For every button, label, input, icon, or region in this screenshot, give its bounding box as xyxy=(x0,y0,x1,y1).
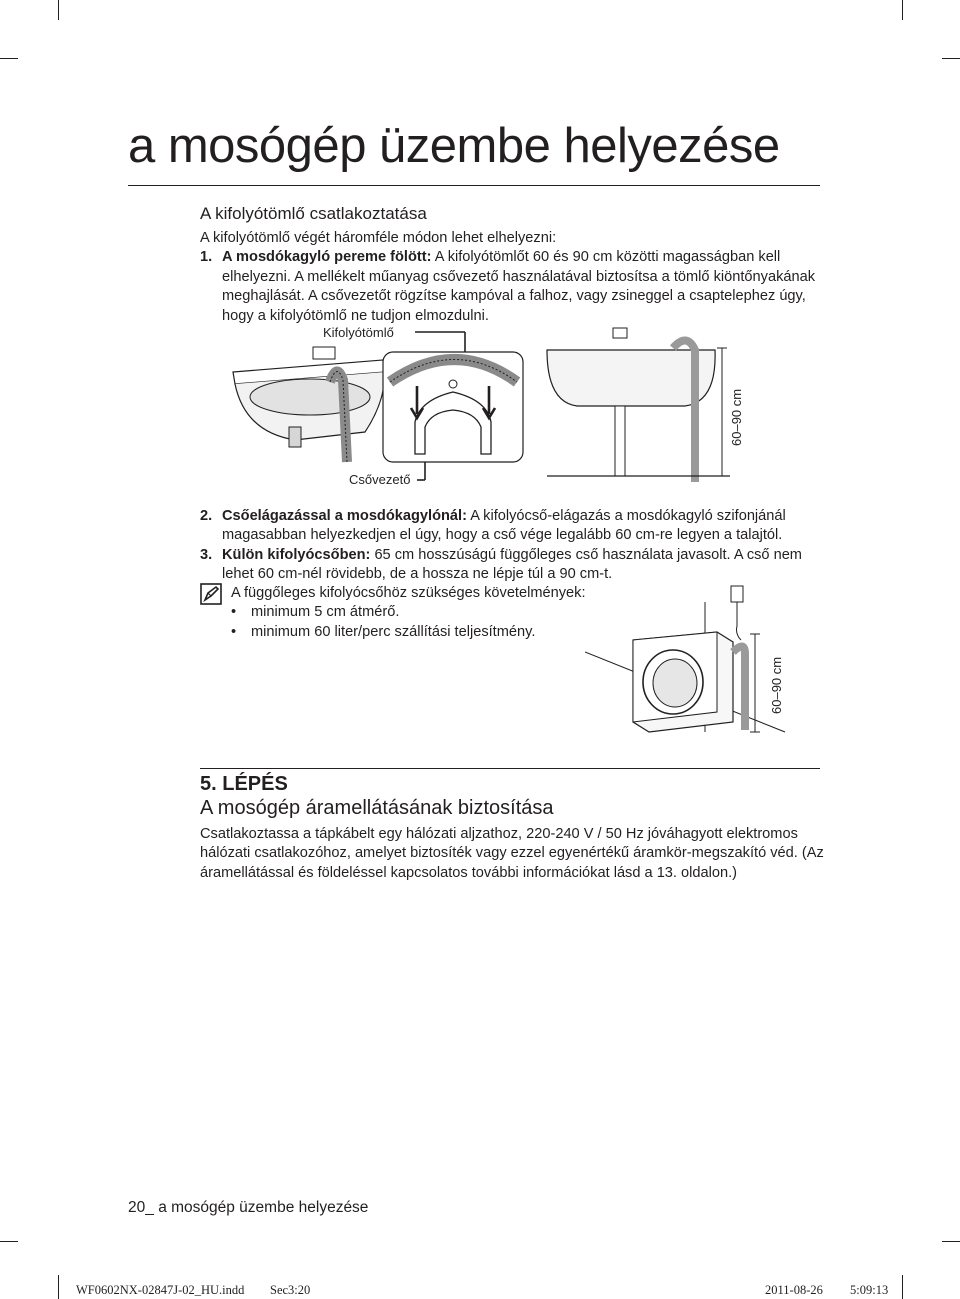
section-heading: A kifolyótömlő csatlakoztatása xyxy=(200,204,427,223)
crop-mark xyxy=(942,1241,960,1242)
item-number: 1. xyxy=(200,249,213,266)
item-text: meghajlását. A csővezetőt rögzítse kampóval a falhoz, vagy zsineggel a csaptelephez úgy, xyxy=(222,288,806,305)
crop-mark xyxy=(942,58,960,59)
step-heading: A mosógép áramellátásának biztosítása xyxy=(200,797,554,819)
slug-date: 2011-08-26 xyxy=(765,1283,823,1297)
body-line: Csatlakoztassa a tápkábelt egy hálózati aljzathoz, 220-240 V / 50 Hz jóváhagyott elektromos xyxy=(200,826,798,842)
hose-label: Kifolyótömlő xyxy=(323,325,394,340)
item-list xyxy=(200,229,820,326)
item-bold-lead: Csőelágazással a mosdókagylónál: xyxy=(222,508,467,524)
body-line: hálózati csatlakozóhoz, amelyet biztosíték vagy ezzel egyenértékű áramkör-megszakító véd. (Az xyxy=(200,845,824,862)
step-label: 5. LÉPÉS xyxy=(200,773,288,795)
item-text: magasabban helyezkedjen el úgy, hogy a cső vége legalább 60 cm-re legyen a talajtól. xyxy=(222,527,783,544)
crop-mark xyxy=(0,58,18,59)
item-bold-lead: Külön kifolyócsőben: xyxy=(222,546,371,563)
crop-mark xyxy=(902,0,903,20)
item-bold-lead: A mosdókagyló pereme fölött: xyxy=(222,249,432,266)
washer-standpipe-illustration xyxy=(585,582,800,742)
slug-section: Sec3:20 xyxy=(270,1283,311,1297)
item-text: A kifolyótömlőt 60 és 90 cm közötti magasságban kell xyxy=(434,249,781,266)
guide-label: Csővezető xyxy=(349,472,411,487)
crop-mark xyxy=(0,1241,18,1242)
item-number: 2. xyxy=(200,508,213,524)
page-number: 20_ xyxy=(128,1199,154,1216)
footer-section: a mosógép üzembe helyezése xyxy=(158,1199,369,1216)
item-text: A kifolyócső-elágazás a mosdókagyló szifonjánál xyxy=(470,508,786,524)
slug-file: WF0602NX-02847J-02_HU.indd xyxy=(76,1283,245,1297)
step-body xyxy=(200,825,824,883)
intro-text: A kifolyótömlő végét háromféle módon lehet elhelyezni: xyxy=(200,230,557,246)
list-item-1 xyxy=(200,248,820,267)
item-text: lehet 60 cm-nél rövidebb, de a hossza ne lépje túl a 90 cm-t. xyxy=(222,566,613,583)
dimension-label: 60–90 cm xyxy=(729,388,744,446)
crop-mark xyxy=(902,1275,903,1299)
note-bullet: • minimum 5 cm átmérő. xyxy=(231,604,400,621)
page-footer xyxy=(128,1199,368,1217)
item-text: 65 cm hosszúságú függőleges cső használata javasolt. A cső nem xyxy=(374,546,802,563)
list-item-3 xyxy=(200,546,820,565)
slug-time: 5:09:13 xyxy=(850,1283,889,1297)
item-text: hogy a kifolyótömlő ne tudjon elmozdulni. xyxy=(222,307,489,324)
note-bullet: • minimum 60 liter/perc szállítási teljesítmény. xyxy=(231,623,536,640)
note-pencil-icon xyxy=(200,583,222,605)
sink-hose-illustration xyxy=(225,322,750,497)
note-text: A függőleges kifolyócsőhöz szükséges követelmények: xyxy=(231,585,586,601)
crop-mark xyxy=(58,1275,59,1299)
list-item-2 xyxy=(200,507,820,526)
body-line: áramellátással és földeléssel kapcsolatos további információkat lásd a 13. oldalon.) xyxy=(200,864,738,881)
title-divider xyxy=(128,185,820,186)
item-list xyxy=(200,507,820,585)
item-text: elhelyezni. A mellékelt műanyag csővezető használatával biztosítsa a tömlő kiöntőnyakának xyxy=(222,268,816,285)
section-divider xyxy=(200,768,820,769)
note-box xyxy=(231,584,631,642)
crop-mark xyxy=(58,0,59,20)
page-title: a mosógép üzembe helyezése xyxy=(128,119,780,173)
dimension-label: 60–90 cm xyxy=(769,656,784,714)
item-number: 3. xyxy=(200,546,213,563)
